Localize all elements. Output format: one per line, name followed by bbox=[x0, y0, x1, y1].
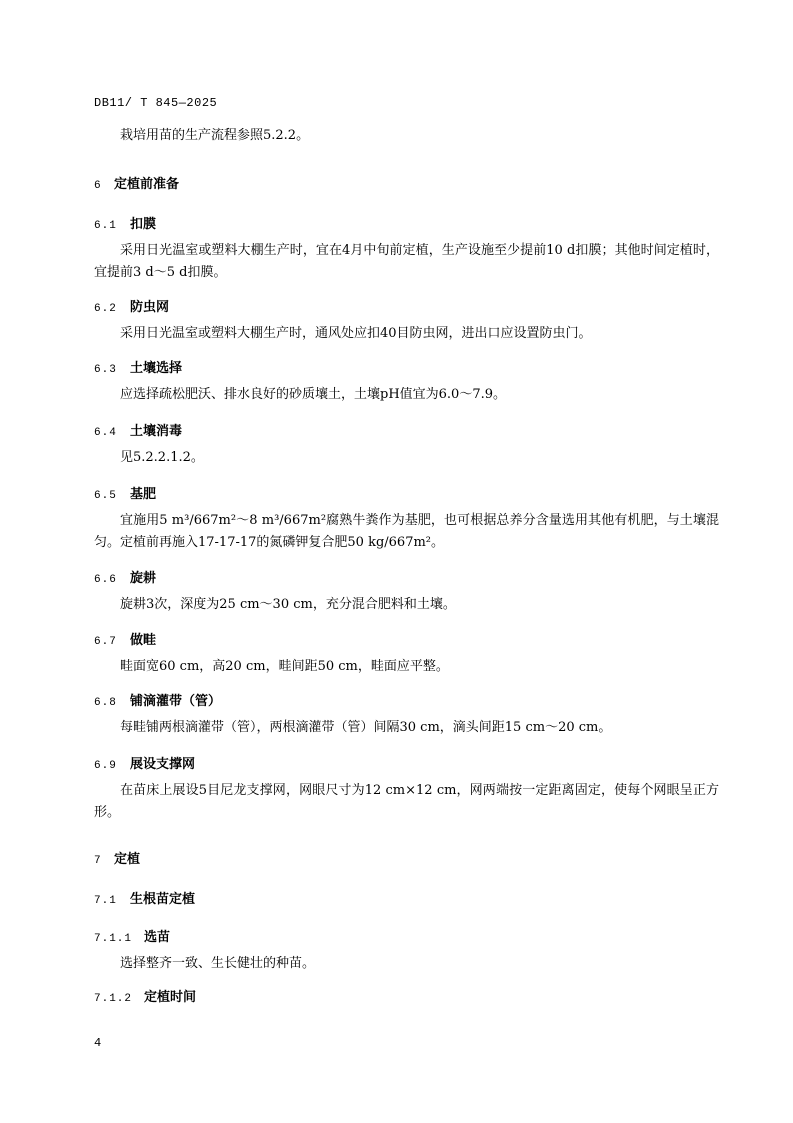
section-title: 铺滴灌带（管） bbox=[130, 694, 222, 709]
paragraph-text: 见5.2.2.1.2。 bbox=[120, 450, 204, 465]
section-7-1-2-heading bbox=[94, 986, 719, 1005]
section-number: 6.7 bbox=[94, 636, 117, 648]
section-number: 7.1.2 bbox=[94, 993, 133, 1005]
section-6-3 bbox=[94, 357, 719, 406]
section-number: 6.4 bbox=[94, 427, 117, 439]
section-number: 6.2 bbox=[94, 303, 117, 315]
section-number: 6.3 bbox=[94, 364, 117, 376]
paragraph-text: 采用日光温室或塑料大棚生产时，宜在4月中旬前定植，生产设施至少提前10 d扣膜；其他时间定植时，宜提前3 d～5 d扣膜。 bbox=[94, 243, 719, 280]
section-number: 6.5 bbox=[94, 490, 117, 502]
paragraph-text: 每畦铺两根滴灌带（管），两根滴灌带（管）间隔30 cm，滴头间距15 cm～20 cm。 bbox=[120, 720, 612, 735]
section-title: 土壤选择 bbox=[130, 361, 183, 376]
section-title: 扣膜 bbox=[130, 217, 157, 232]
intro-paragraph bbox=[94, 125, 719, 147]
standard-code: DB11/ T 845—2025 bbox=[94, 96, 218, 110]
section-7-1-heading bbox=[94, 888, 719, 907]
section-title: 定植时间 bbox=[144, 990, 197, 1005]
section-title: 定植 bbox=[114, 852, 141, 867]
paragraph-text: 选择整齐一致、生长健壮的种苗。 bbox=[120, 956, 316, 971]
section-title: 生根苗定植 bbox=[130, 892, 196, 907]
paragraph-text: 采用日光温室或塑料大棚生产时，通风处应扣40目防虫网，进出口应设置防虫门。 bbox=[120, 326, 592, 341]
section-number: 6 bbox=[94, 180, 102, 192]
section-title: 展设支撑网 bbox=[130, 757, 196, 772]
section-number: 6.6 bbox=[94, 574, 117, 586]
section-number: 7.1 bbox=[94, 895, 117, 907]
section-title: 土壤消毒 bbox=[130, 424, 183, 439]
section-number: 6.8 bbox=[94, 697, 117, 709]
section-6-8 bbox=[94, 690, 719, 739]
section-title: 做畦 bbox=[130, 633, 157, 648]
page-number: 4 bbox=[94, 1036, 102, 1050]
section-6-5 bbox=[94, 483, 719, 554]
section-number: 7 bbox=[94, 855, 102, 867]
section-number: 6.1 bbox=[94, 220, 117, 232]
paragraph-text: 应选择疏松肥沃、排水良好的砂质壤土，土壤pH值宜为6.0～7.9。 bbox=[120, 387, 507, 402]
section-title: 选苗 bbox=[144, 930, 171, 945]
section-6-6 bbox=[94, 567, 719, 616]
section-title: 防虫网 bbox=[130, 300, 170, 315]
section-7-heading bbox=[94, 848, 719, 867]
paragraph-text: 宜施用5 m³/667m²～8 m³/667m²腐熟牛粪作为基肥，也可根据总养分含量选用其他有机肥，与土壤混匀。定植前再施入17-17-17的氮磷钾复合肥50 kg/667m²。 bbox=[94, 513, 719, 550]
section-6-1 bbox=[94, 213, 719, 284]
section-6-7 bbox=[94, 629, 719, 678]
section-title: 基肥 bbox=[130, 487, 157, 502]
section-7-1-1 bbox=[94, 926, 719, 975]
paragraph-text: 畦面宽60 cm，高20 cm，畦间距50 cm，畦面应平整。 bbox=[120, 659, 449, 674]
section-6-heading bbox=[94, 173, 719, 192]
section-6-4 bbox=[94, 420, 719, 469]
paragraph-text: 旋耕3次，深度为25 cm～30 cm，充分混合肥料和土壤。 bbox=[120, 597, 456, 612]
paragraph-text: 在苗床上展设5目尼龙支撑网，网眼尺寸为12 cm×12 cm，网两端按一定距离固定，使每个网眼呈正方形。 bbox=[94, 783, 719, 820]
section-title: 定植前准备 bbox=[114, 177, 180, 192]
section-6-2 bbox=[94, 296, 719, 345]
section-title: 旋耕 bbox=[130, 571, 157, 586]
section-number: 6.9 bbox=[94, 760, 117, 772]
paragraph-text: 栽培用苗的生产流程参照5.2.2。 bbox=[120, 128, 310, 143]
section-6-9 bbox=[94, 753, 719, 824]
section-number: 7.1.1 bbox=[94, 933, 133, 945]
